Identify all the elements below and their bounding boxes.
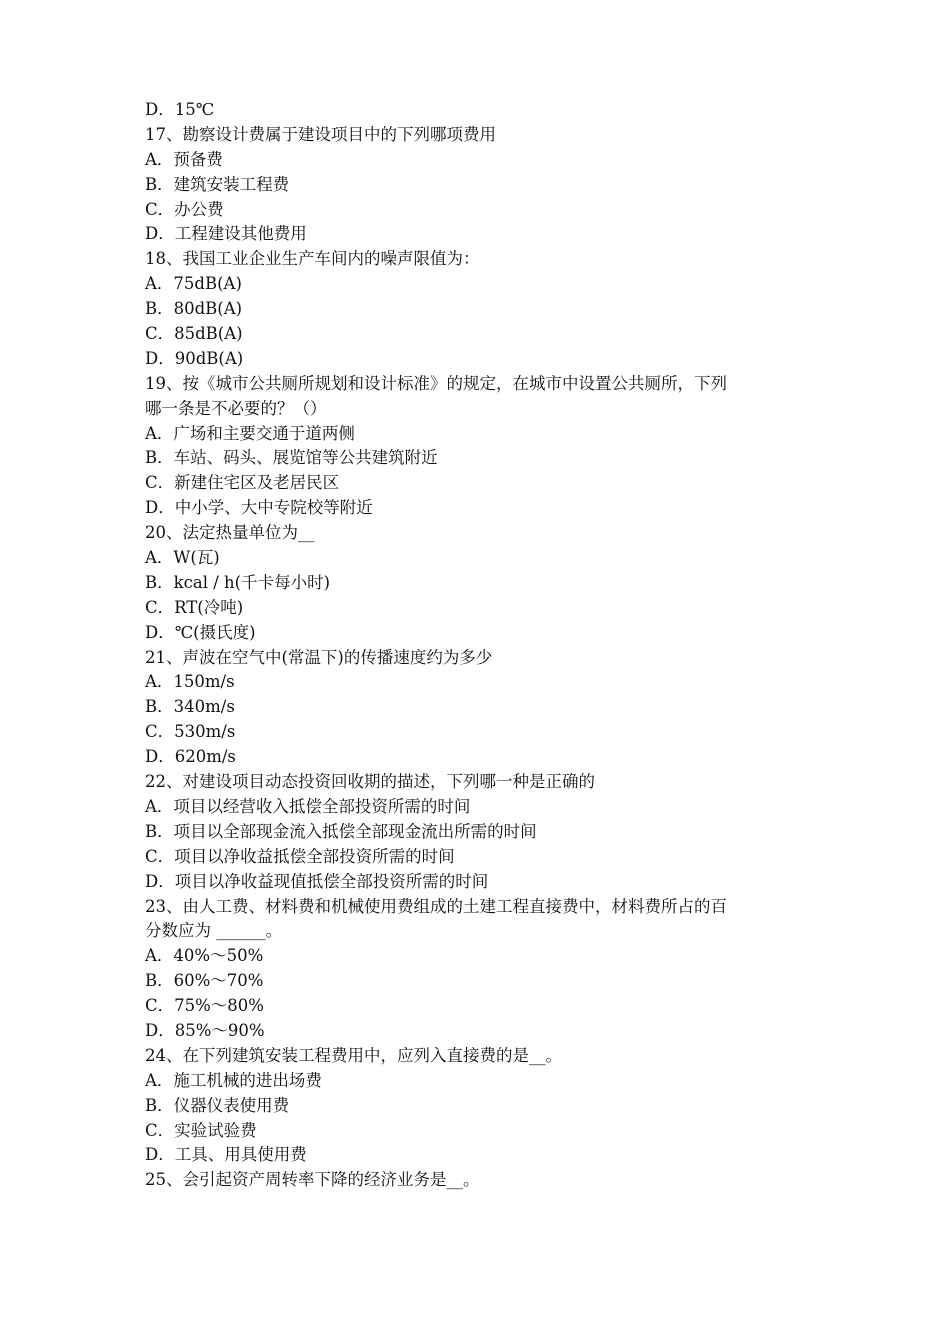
option-text: A．150m/s: [145, 672, 235, 692]
question-text: 24、在下列建筑安装工程费用中，应列入直接费的是__。: [145, 1045, 562, 1065]
question-text: 22、对建设项目动态投资回收期的描述，下列哪一种是正确的: [145, 772, 595, 792]
option-text: B．60%～70%: [145, 971, 264, 991]
document-page: [145, 98, 825, 1193]
question-text: 20、法定热量单位为__: [145, 523, 315, 543]
option-text: B．仪器仪表使用费: [145, 1095, 290, 1115]
option-text: D．90dB(A): [145, 348, 244, 368]
option-text: A．施工机械的进出场费: [145, 1070, 322, 1090]
option-text: B．项目以全部现金流入抵偿全部现金流出所需的时间: [145, 821, 537, 841]
option-text: D．℃(摄氏度): [145, 622, 256, 642]
option-text: C．项目以净收益抵偿全部投资所需的时间: [145, 846, 455, 866]
option-text: C．实验试验费: [145, 1120, 257, 1140]
question-text: 23、由人工费、材料费和机械使用费组成的土建工程直接费中，材料费所占的百: [145, 896, 727, 916]
option-text: A．40%～50%: [145, 946, 264, 966]
option-text: C．RT(冷吨): [145, 597, 244, 617]
question-text: 17、勘察设计费属于建设项目中的下列哪项费用: [145, 124, 496, 144]
option-text: A．预备费: [145, 149, 223, 169]
option-text: C．85dB(A): [145, 324, 243, 344]
option-text: B．建筑安装工程费: [145, 174, 290, 194]
option-text: D．85%～90%: [145, 1020, 265, 1040]
question-text: 分数应为 ______。: [145, 921, 283, 941]
option-text: D．15℃: [145, 100, 215, 119]
option-text: D．中小学、大中专院校等附近: [145, 498, 373, 518]
option-text: C．530m/s: [145, 722, 236, 742]
option-text: B．车站、码头、展览馆等公共建筑附近: [145, 448, 438, 468]
option-text: C．75%～80%: [145, 996, 264, 1016]
option-text: D．工具、用具使用费: [145, 1145, 307, 1165]
question-text: 19、按《城市公共厕所规划和设计标准》的规定，在城市中设置公共厕所，下列: [145, 373, 727, 393]
option-text: A．项目以经营收入抵偿全部投资所需的时间: [145, 796, 471, 816]
question-text: 21、声波在空气中(常温下)的传播速度约为多少: [145, 647, 493, 667]
question-text: 18、我国工业企业生产车间内的噪声限值为：: [145, 249, 480, 269]
question-text: 哪一条是不必要的？（）: [145, 398, 327, 418]
option-text: D．工程建设其他费用: [145, 224, 307, 244]
option-text: D．620m/s: [145, 747, 236, 767]
option-text: A．75dB(A): [145, 274, 242, 294]
option-text: A．W(瓦): [145, 548, 220, 568]
option-text: B．kcal / h(千卡每小时): [145, 572, 331, 592]
question-text: 25、会引起资产周转率下降的经济业务是__。: [145, 1170, 480, 1190]
option-text: C．新建住宅区及老居民区: [145, 473, 340, 493]
option-text: A．广场和主要交通于道两侧: [145, 423, 355, 443]
option-text: B．80dB(A): [145, 299, 243, 319]
option-text: C．办公费: [145, 199, 224, 219]
option-text: B．340m/s: [145, 697, 235, 717]
option-text: D．项目以净收益现值抵偿全部投资所需的时间: [145, 871, 489, 891]
